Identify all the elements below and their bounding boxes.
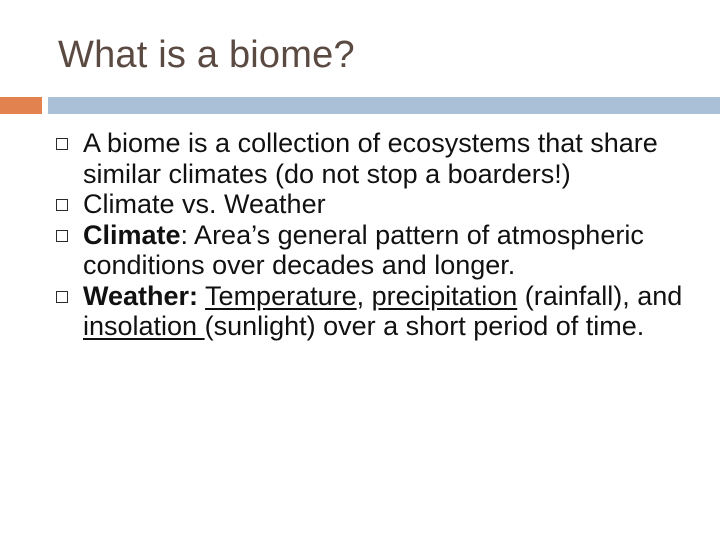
bullet-text <box>198 281 205 311</box>
bullet-text: (rainfall), and <box>517 280 683 311</box>
slide-title: What is a biome? <box>58 34 355 76</box>
bullet-text: Climate vs. Weather <box>83 189 326 219</box>
underlined-term-precipitation: precipitation <box>371 280 518 311</box>
title-divider-bar <box>48 97 720 114</box>
bullet-term: Weather: <box>83 280 199 311</box>
bullet-item <box>56 281 696 342</box>
bullet-list <box>56 128 696 342</box>
bullet-term: Climate <box>83 219 181 250</box>
title-accent-bar <box>0 97 42 114</box>
bullet-text: A biome is a collection of ecosystems that share similar climates (do not stop a boarders!) <box>83 128 658 189</box>
underlined-term-temperature: Temperature <box>205 280 357 311</box>
square-bullet-icon <box>56 291 68 303</box>
bullet-item <box>56 220 696 281</box>
underlined-term-insolation: insolation <box>83 311 205 341</box>
square-bullet-icon <box>56 199 68 211</box>
bullet-item <box>56 128 696 189</box>
square-bullet-icon <box>56 138 68 150</box>
square-bullet-icon <box>56 230 68 242</box>
bullet-text: , <box>356 280 372 311</box>
bullet-text: (sunlight) over a short period of time. <box>204 311 645 341</box>
bullet-item <box>56 189 696 220</box>
bullet-text: : Area’s general pattern of atmospheric conditions over decades and longer. <box>83 219 644 280</box>
